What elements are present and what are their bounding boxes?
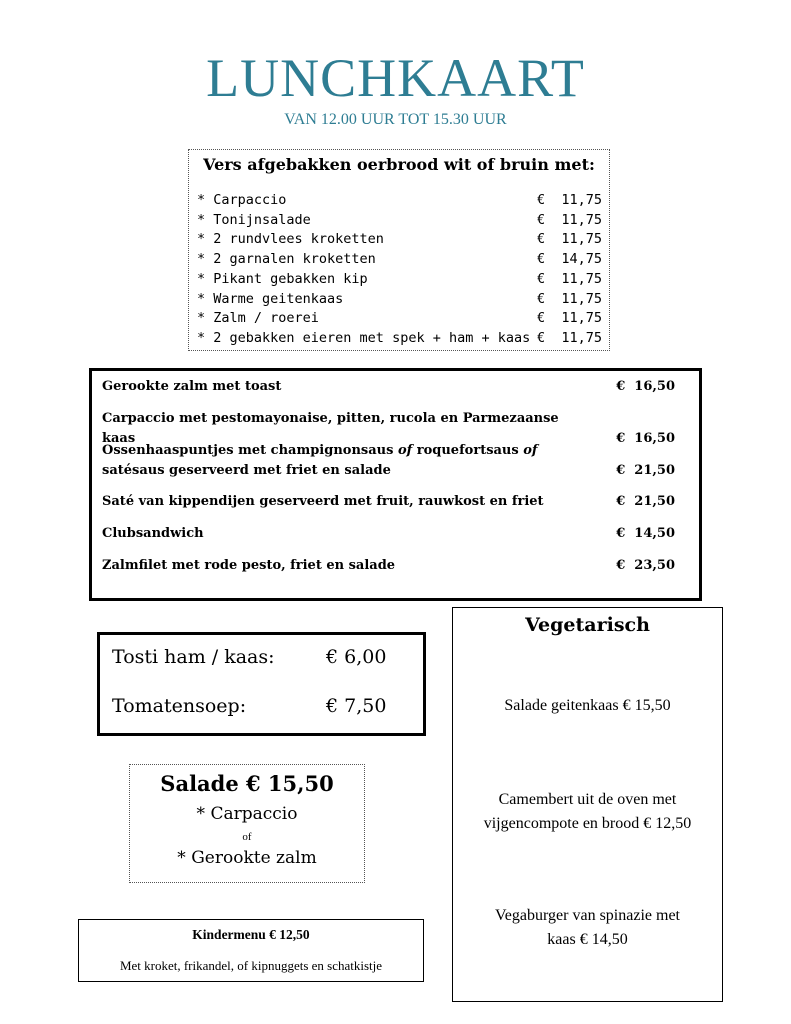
veg-item-line: Vegaburger van spinazie met	[495, 907, 680, 924]
menu-item-price: € 16,50	[616, 379, 675, 394]
veg-item-line: Camembert uit de oven met	[498, 791, 677, 808]
menu-item-price: € 6,00	[326, 646, 387, 668]
menu-item-price: € 11,75	[537, 310, 603, 327]
salade-title: Salade € 15,50	[160, 771, 334, 796]
menu-item	[102, 377, 675, 397]
salade-option: * Carpaccio	[196, 804, 298, 824]
menu-item-name: Ossenhaaspuntjes met champignonsaus of roquefortsaus of satésaus geserveerd met friet en salade	[102, 443, 538, 478]
salade-or: of	[242, 831, 252, 843]
menu-item-name: Gerookte zalm met toast	[102, 379, 282, 394]
menu-item-price: € 11,75	[537, 211, 603, 228]
menu-item-price: € 11,75	[537, 231, 603, 248]
menu-item	[197, 249, 601, 269]
menu-item-price: € 21,50	[616, 494, 675, 509]
menu-item-name: Zalmfilet met rode pesto, friet en salade	[102, 558, 396, 573]
menu-item-name: * 2 gebakken eieren met spek + ham + kaas	[197, 329, 531, 346]
kindermenu-description: Met kroket, frikandel, of kipnuggets en schatkistje	[119, 958, 383, 973]
menu-item	[102, 441, 675, 481]
page-title: LUNCHKAART	[206, 48, 585, 108]
menu-item-name: * Carpaccio	[197, 192, 287, 208]
bread-heading: Vers afgebakken oerbrood wit of bruin met:	[203, 155, 595, 174]
tosti-soup-box	[97, 632, 426, 736]
menu-item-name: * Zalm / roerei	[197, 310, 319, 327]
menu-item	[197, 328, 601, 348]
menu-item-price: € 14,50	[616, 526, 675, 541]
kindermenu-title: Kindermenu € 12,50	[192, 927, 310, 942]
menu-item	[197, 308, 601, 328]
menu-item	[197, 190, 601, 210]
vegetarisch-box	[452, 607, 723, 1002]
menu-item-price: € 7,50	[326, 695, 387, 717]
menu-item-price: € 21,50	[616, 463, 675, 478]
menu-item-price: € 11,75	[537, 329, 603, 346]
main-dishes-box	[89, 368, 702, 601]
menu-item-name: * 2 rundvlees kroketten	[197, 231, 384, 248]
menu-item-name: * 2 garnalen kroketten	[197, 251, 376, 268]
menu-item	[197, 269, 601, 289]
menu-item-name: Carpaccio met pestomayonaise, pitten, rucola en Parmezaanse kaas	[102, 411, 559, 446]
menu-item	[197, 229, 601, 249]
menu-item	[102, 524, 675, 544]
menu-item-name: * Tonijnsalade	[197, 211, 311, 228]
menu-item-price: € 11,75	[537, 192, 603, 208]
veg-item: Salade geitenkaas € 15,50	[504, 697, 671, 714]
kindermenu-box	[78, 919, 424, 982]
menu-item-name: Tomatensoep:	[112, 695, 247, 717]
bread-menu-box	[188, 149, 610, 351]
veg-item-line: vijgencompote en brood € 12,50	[483, 815, 692, 832]
menu-item-name: * Warme geitenkaas	[197, 290, 344, 307]
menu-item	[197, 210, 601, 230]
menu-item-name: * Pikant gebakken kip	[197, 270, 368, 287]
veg-item-line: kaas € 14,50	[547, 931, 628, 948]
menu-item-name: Tosti ham / kaas:	[112, 646, 275, 668]
menu-item	[197, 289, 601, 309]
page-subtitle: VAN 12.00 UUR TOT 15.30 UUR	[284, 111, 507, 128]
menu-item-name: Clubsandwich	[102, 526, 204, 541]
menu-item-name: Saté van kippendijen geserveerd met fruit, rauwkost en friet	[102, 494, 544, 509]
veg-item	[453, 788, 722, 836]
menu-item	[102, 556, 675, 576]
menu-item	[102, 492, 675, 512]
vegetarisch-title: Vegetarisch	[525, 614, 650, 636]
salade-box	[129, 764, 365, 883]
menu-item-price: € 14,75	[537, 251, 603, 268]
menu-item-price: € 11,75	[537, 290, 603, 307]
veg-item	[453, 904, 722, 952]
salade-option: * Gerookte zalm	[177, 848, 317, 868]
menu-item-price: € 11,75	[537, 270, 603, 287]
menu-item-price: € 23,50	[616, 558, 675, 573]
menu-item-price: € 16,50	[616, 431, 675, 446]
